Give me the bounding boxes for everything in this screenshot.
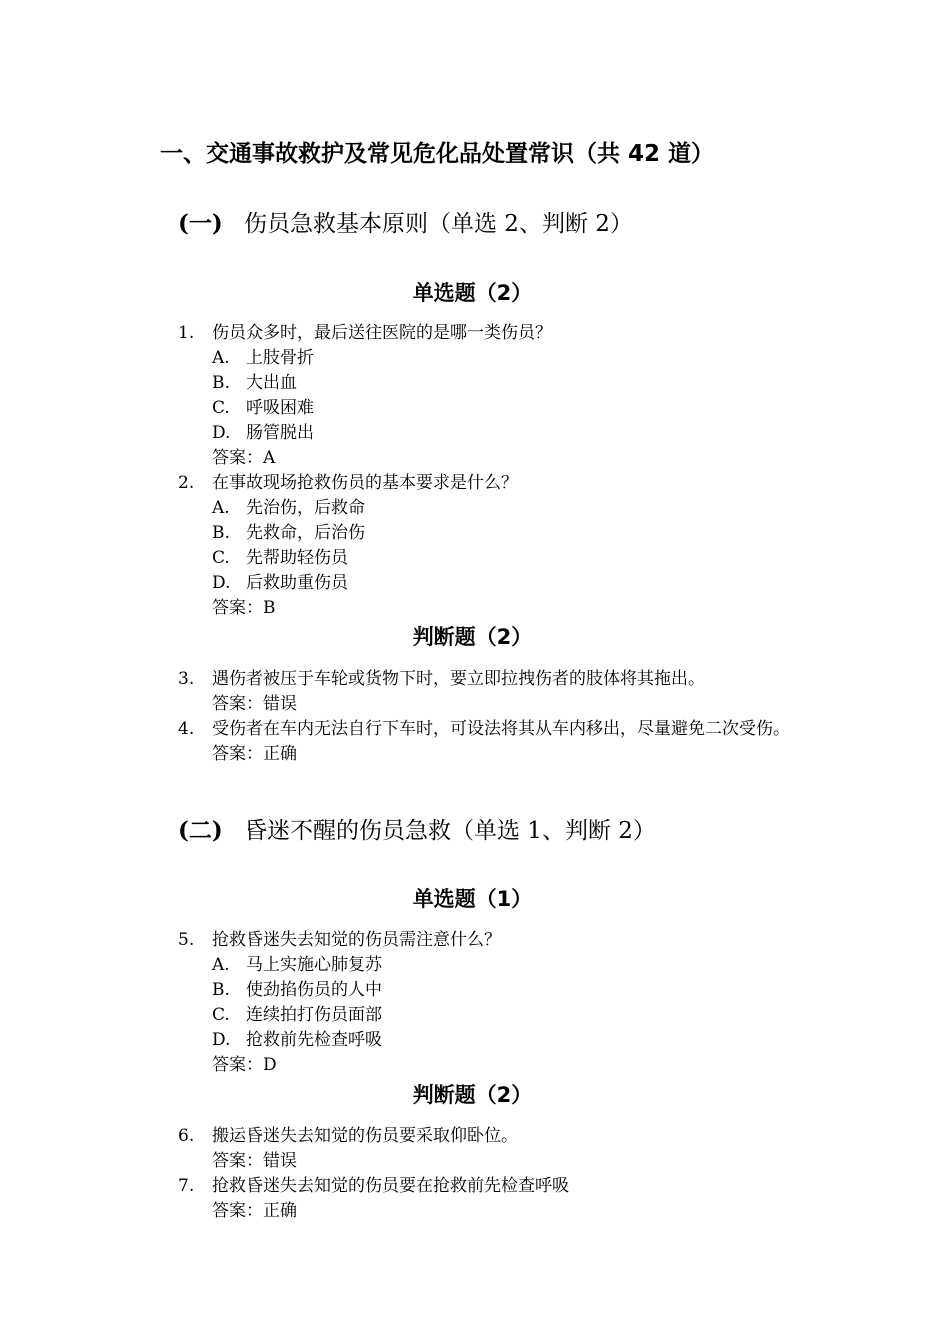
answer: 答案：A [212,448,276,468]
question-text: 在事故现场抢救伤员的基本要求是什么？ [212,473,518,493]
answer: 答案：B [212,598,276,618]
question-text: 抢救昏迷失去知觉的伤员要在抢救前先检查呼吸 [212,1176,569,1196]
block-heading-true-false: 判断题（2） [412,625,533,649]
question-item [178,321,818,471]
option-d: D. 后救助重伤员 [212,573,348,593]
answer: 答案：错误 [212,694,297,714]
question-item [178,1124,818,1174]
block-heading-true-false: 判断题（2） [412,1083,533,1107]
block-heading-single-choice: 单选题（1） [412,887,533,911]
section-title-text: 伤员急救基本原则（单选 2、判断 2） [244,211,633,237]
question-item [178,667,818,717]
question-item [178,928,818,1078]
question-item [178,471,818,621]
option-a: A. 先治伤，后救命 [212,498,365,518]
option-b: B. 大出血 [212,373,297,393]
question-number: 5. [178,930,195,950]
question-number: 2. [178,473,195,493]
option-d: D. 肠管脱出 [212,423,314,443]
section-title-text: 昏迷不醒的伤员急救（单选 1、判断 2） [244,818,656,844]
section-number: (二) [178,817,223,844]
question-text: 伤员众多时，最后送往医院的是哪一类伤员？ [212,323,552,343]
option-c: C. 呼吸困难 [212,398,314,418]
chapter-title: 一、交通事故救护及常见危化品处置常识（共 42 道） [160,141,715,167]
section-number: (一) [178,210,223,237]
answer: 答案：正确 [212,744,297,764]
question-number: 4. [178,719,195,739]
question-text: 抢救昏迷失去知觉的伤员需注意什么？ [212,930,501,950]
option-a: A. 马上实施心肺复苏 [212,955,382,975]
question-text: 搬运昏迷失去知觉的伤员要采取仰卧位。 [212,1126,518,1146]
section-title [178,814,656,848]
section-title [178,207,633,241]
question-number: 7. [178,1176,195,1196]
option-c: C. 先帮助轻伤员 [212,548,348,568]
question-item [178,1174,818,1224]
answer: 答案：D [212,1055,277,1075]
question-number: 6. [178,1126,195,1146]
question-number: 3. [178,669,195,689]
option-b: B. 使劲掐伤员的人中 [212,980,382,1000]
option-a: A. 上肢骨折 [212,348,314,368]
block-heading-single-choice: 单选题（2） [412,281,533,305]
question-text: 受伤者在车内无法自行下车时，可设法将其从车内移出，尽量避免二次受伤。 [212,719,790,739]
question-item [178,717,818,767]
answer: 答案：正确 [212,1201,297,1221]
answer: 答案：错误 [212,1151,297,1171]
question-text: 遇伤者被压于车轮或货物下时，要立即拉拽伤者的肢体将其拖出。 [212,669,705,689]
option-b: B. 先救命，后治伤 [212,523,365,543]
option-d: D. 抢救前先检查呼吸 [212,1030,382,1050]
question-number: 1. [178,323,195,343]
option-c: C. 连续拍打伤员面部 [212,1005,382,1025]
